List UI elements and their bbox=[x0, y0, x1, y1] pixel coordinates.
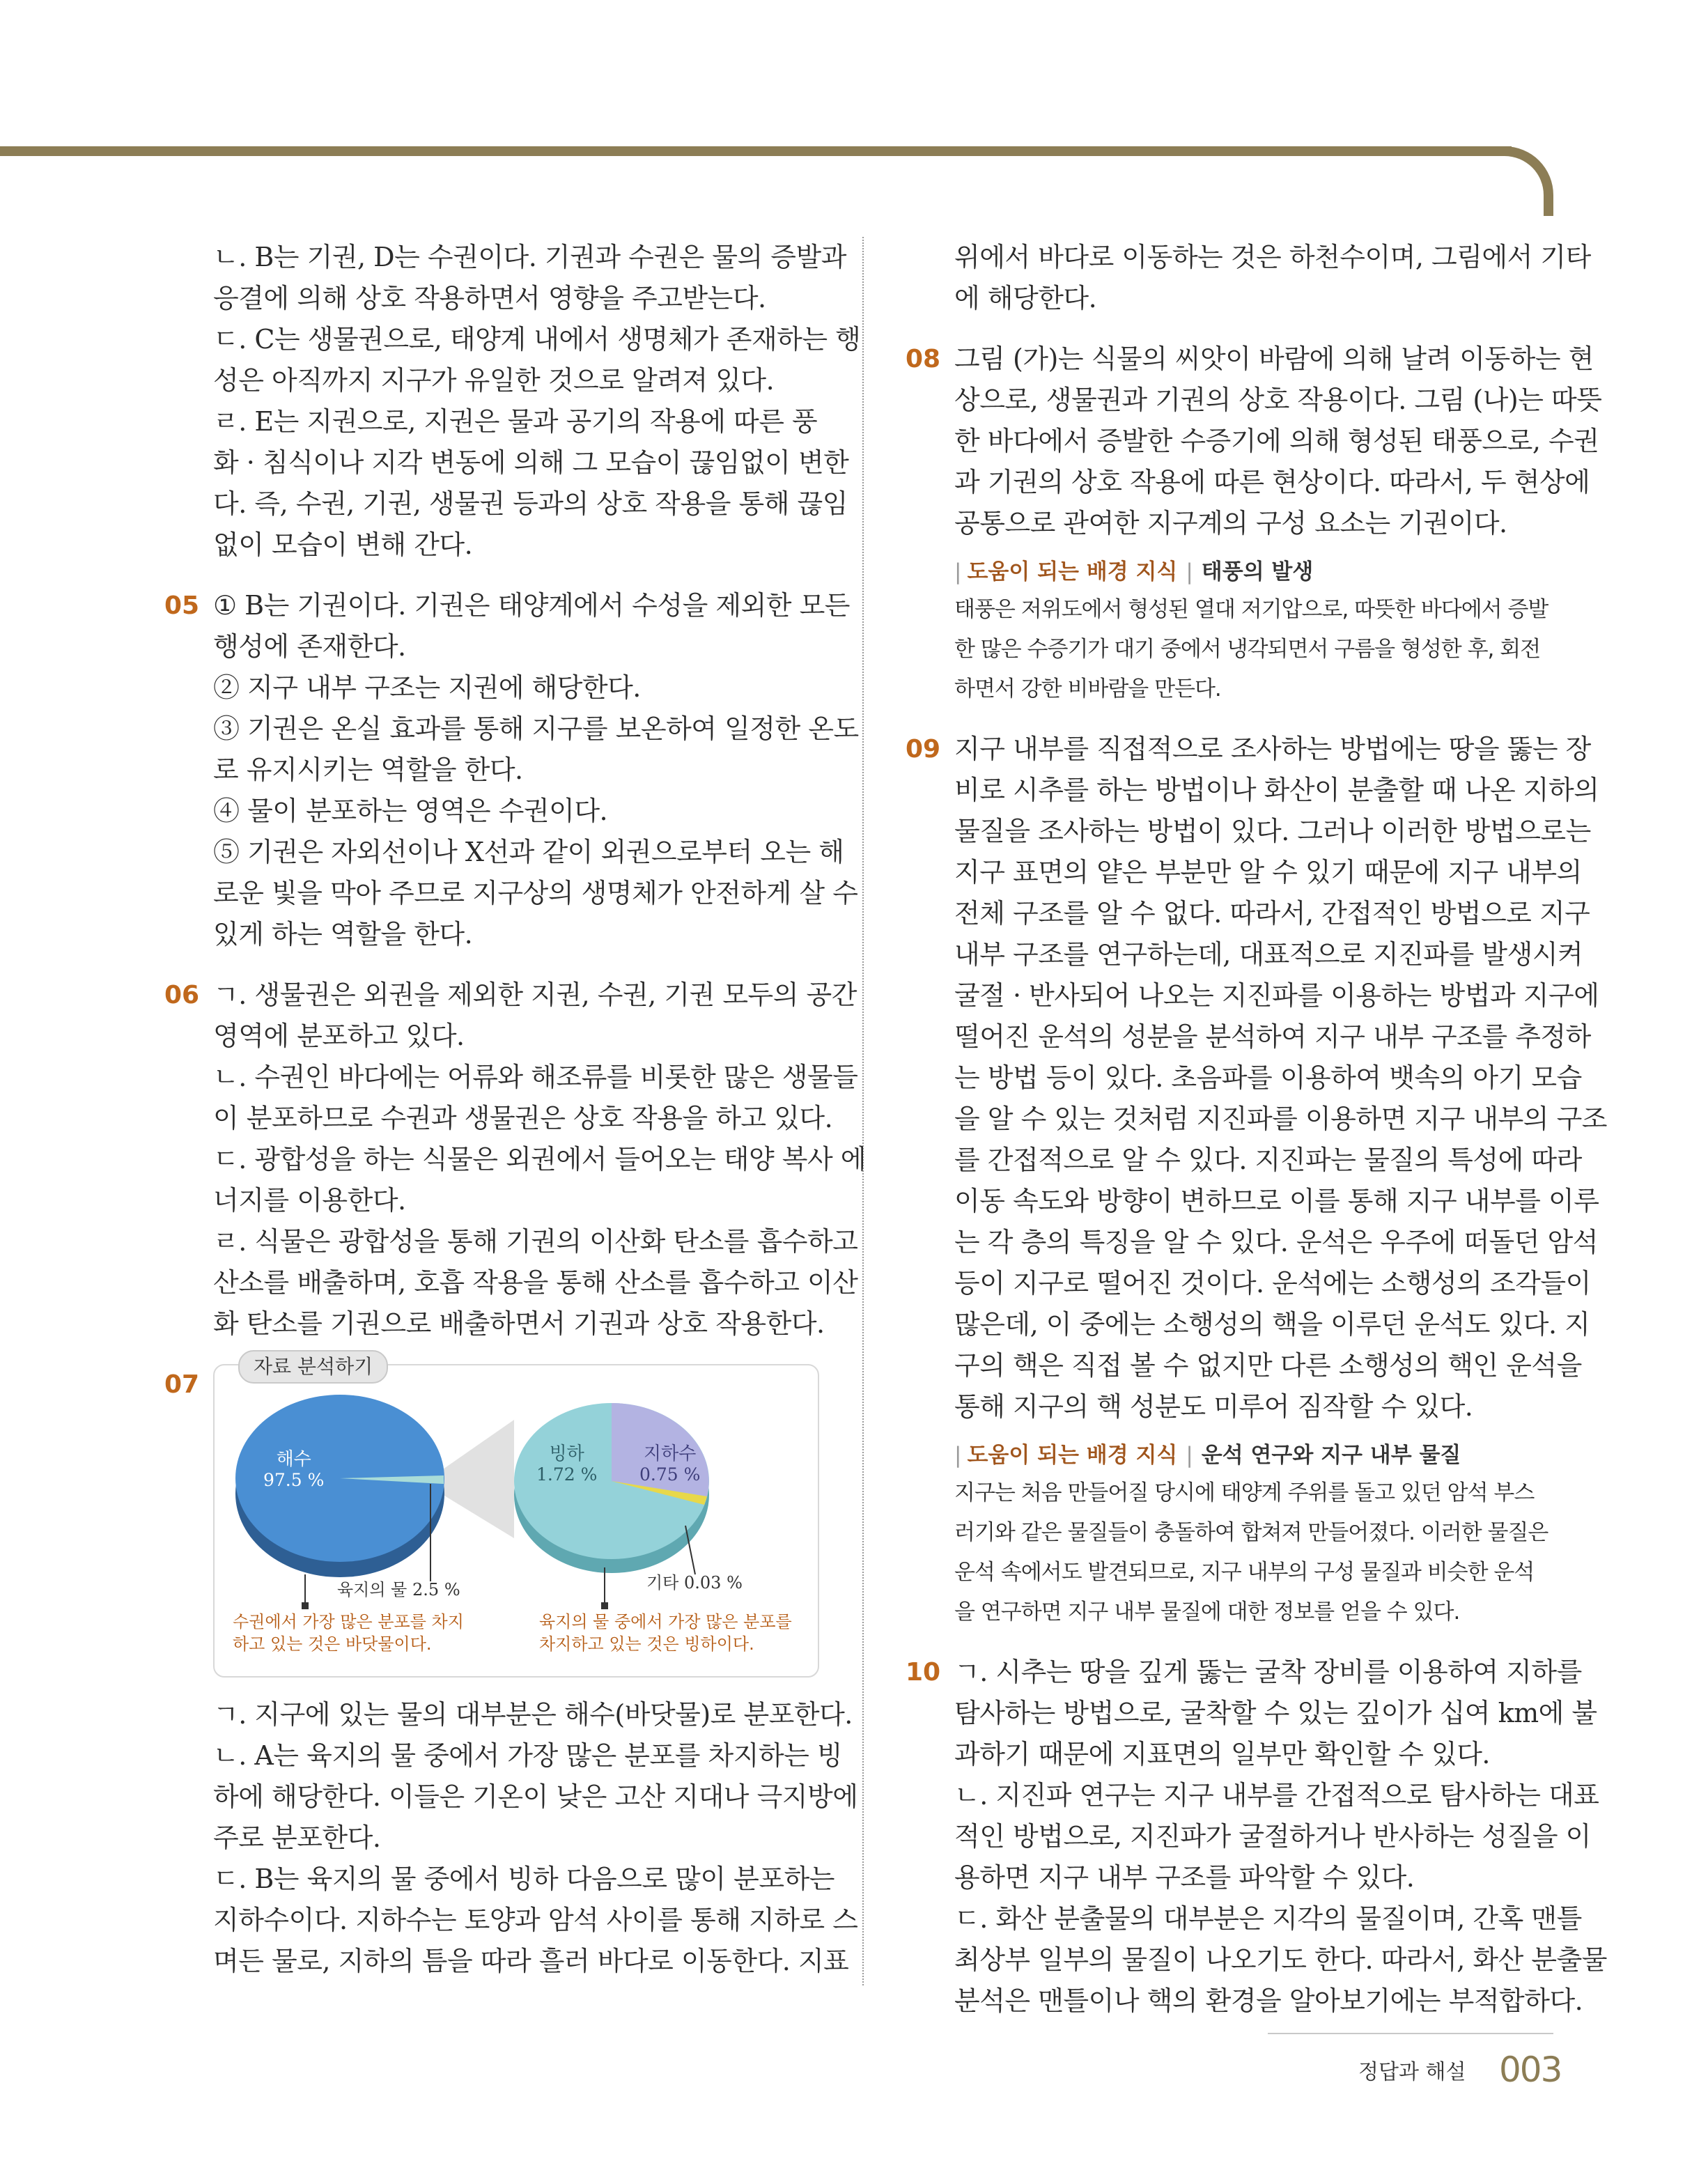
text-line: ㄷ. 광합성을 하는 식물은 외권에서 들어오는 태양 복사 에 bbox=[213, 1144, 866, 1175]
label-other-name: 기타 bbox=[646, 1573, 679, 1593]
text-line: 영역에 분포하고 있다. bbox=[213, 1021, 465, 1051]
text-line: ㄴ. 수권인 바다에는 어류와 해조류를 비롯한 많은 생물들 bbox=[213, 1062, 858, 1092]
text-line: 산소를 배출하며, 호흡 작용을 통해 산소를 흡수하고 이산 bbox=[213, 1267, 858, 1298]
text-line: 는 방법 등이 있다. 초음파를 이용하여 뱃속의 아기 모습 bbox=[954, 1062, 1582, 1093]
answer-09 bbox=[906, 729, 1607, 1632]
text-line: 탐사하는 방법으로, 굴착할 수 있는 깊이가 십여 km에 불 bbox=[954, 1698, 1597, 1728]
question-number: 10 bbox=[906, 1658, 941, 1687]
text-line: 을 알 수 있는 것처럼 지진파를 이용하면 지구 내부의 구조 bbox=[954, 1103, 1607, 1134]
background-knowledge-box bbox=[954, 1437, 1560, 1632]
text-line: 를 간접적으로 알 수 있다. 지진파는 물질의 특성에 따라 bbox=[954, 1145, 1582, 1175]
answer-10 bbox=[906, 1652, 1607, 2022]
box-label: 도움이 되는 배경 지식 bbox=[967, 559, 1178, 584]
box-topic: 운석 연구와 지구 내부 물질 bbox=[1201, 1443, 1461, 1468]
text-line: 공통으로 관여한 지구계의 구성 요소는 기권이다. bbox=[954, 508, 1507, 539]
question-number: 07 bbox=[164, 1370, 200, 1399]
text-line: ⑤ 기권은 자외선이나 X선과 같이 외권으로부터 오는 해 bbox=[213, 837, 844, 867]
text-line: 비로 시추를 하는 방법이나 화산이 분출할 때 나온 지하의 bbox=[954, 775, 1599, 805]
text-line: 로운 빛을 막아 주므로 지구상의 생명체가 안전하게 살 수 bbox=[213, 878, 858, 908]
answer-05 bbox=[164, 585, 859, 955]
question-number: 06 bbox=[164, 981, 200, 1009]
text-line: ③ 기권은 온실 효과를 통해 지구를 보온하여 일정한 온도 bbox=[213, 713, 859, 744]
question-number: 08 bbox=[906, 345, 941, 373]
text-line: ㄷ. B는 육지의 물 중에서 빙하 다음으로 많이 분포하는 bbox=[213, 1864, 835, 1894]
text-line: 다. 즉, 수권, 기권, 생물권 등과의 상호 작용을 통해 끊임 bbox=[213, 488, 848, 519]
text-line: 에 해당한다. bbox=[954, 283, 1097, 313]
text-line: 굴절 · 반사되어 나오는 지진파를 이용하는 방법과 지구에 bbox=[954, 980, 1599, 1011]
label-land-name: 육지의 물 bbox=[337, 1580, 407, 1600]
text-line: ㄴ. B는 기권, D는 수권이다. 기권과 수권은 물의 증발과 bbox=[213, 242, 846, 272]
label-glacier-name: 빙하 bbox=[549, 1443, 584, 1464]
text-line: ㄴ. A는 육지의 물 중에서 가장 많은 분포를 차지하는 빙 bbox=[213, 1740, 843, 1771]
label-groundwater bbox=[639, 1443, 700, 1485]
text-line: 태풍은 저위도에서 형성된 열대 저기압으로, 따뜻한 바다에서 증발 bbox=[954, 597, 1548, 622]
text-line: 화 · 침식이나 지각 변동에 의해 그 모습이 끊임없이 변한 bbox=[213, 447, 849, 478]
column-divider bbox=[862, 237, 864, 1985]
text-line: 화 탄소를 기권으로 배출하면서 기권과 상호 작용한다. bbox=[213, 1308, 825, 1339]
header-rule bbox=[0, 146, 1512, 156]
text-line: 한 바다에서 증발한 수증기에 의해 형성된 태풍으로, 수권 bbox=[954, 426, 1599, 456]
box-label: 도움이 되는 배경 지식 bbox=[967, 1443, 1178, 1468]
text-line: 과하기 때문에 지표면의 일부만 확인할 수 있다. bbox=[954, 1739, 1491, 1769]
text-line: 그림 (가)는 식물의 씨앗이 바람에 의해 날려 이동하는 현 bbox=[954, 343, 1594, 374]
label-glacier bbox=[536, 1443, 597, 1485]
text-line: 등이 지구로 떨어진 것이다. 운석에는 소행성의 조각들이 bbox=[954, 1268, 1591, 1299]
right-column bbox=[906, 237, 1607, 2022]
leader-cap1-dot bbox=[302, 1602, 309, 1609]
text-line: ㄷ. 화산 분출물의 대부분은 지각의 물질이며, 간혹 맨틀 bbox=[954, 1903, 1582, 1934]
background-knowledge-heading bbox=[954, 1437, 1560, 1473]
page-number: 003 bbox=[1499, 2050, 1562, 2090]
label-land bbox=[337, 1579, 460, 1601]
text-line: 지하수이다. 지하수는 토양과 암석 사이를 통해 지하로 스 bbox=[213, 1905, 858, 1935]
text-line: 위에서 바다로 이동하는 것은 하천수이며, 그림에서 기타 bbox=[954, 242, 1591, 272]
text-line: 떨어진 운석의 성분을 분석하여 지구 내부 구조를 추정하 bbox=[954, 1021, 1591, 1052]
text-line: 을 연구하면 지구 내부 물질에 대한 정보를 얻을 수 있다. bbox=[954, 1600, 1460, 1625]
answer-07 bbox=[164, 1355, 858, 1982]
background-knowledge-heading bbox=[954, 554, 1560, 590]
continued-answer-04 bbox=[213, 237, 861, 566]
label-ocean-value: 97.5 % bbox=[263, 1470, 325, 1490]
text-line: 하에 해당한다. 이들은 기온이 낮은 고산 지대나 극지방에 bbox=[213, 1781, 858, 1812]
text-line: 지구는 처음 만들어질 당시에 태양계 주위를 돌고 있던 암석 부스 bbox=[954, 1480, 1535, 1505]
text-line: 구의 핵은 직접 볼 수 없지만 다른 소행성의 핵인 운석을 bbox=[954, 1350, 1582, 1381]
text-line: 로 유지시키는 역할을 한다. bbox=[213, 754, 523, 785]
label-ocean bbox=[263, 1449, 324, 1491]
text-line: 지구 내부를 직접적으로 조사하는 방법에는 땅을 뚫는 장 bbox=[954, 734, 1591, 764]
text-line: 많은데, 이 중에는 소행성의 핵을 이루던 운석도 있다. 지 bbox=[954, 1309, 1590, 1340]
text-line: 주로 분포한다. bbox=[213, 1822, 381, 1853]
background-knowledge-box bbox=[954, 554, 1560, 709]
text-line: 전체 구조를 알 수 없다. 따라서, 간접적인 방법으로 지구 bbox=[954, 898, 1590, 929]
caption-line: 하고 있는 것은 바닷물이다. bbox=[233, 1634, 432, 1654]
text-line: 없이 모습이 변해 간다. bbox=[213, 529, 473, 560]
text-line: 운석 속에서도 발견되므로, 지구 내부의 구성 물질과 비슷한 운석 bbox=[954, 1560, 1535, 1585]
text-line: 는 각 층의 특징을 알 수 있다. 운석은 우주에 떠돌던 암석 bbox=[954, 1227, 1598, 1257]
text-line: 통해 지구의 핵 성분도 미루어 짐작할 수 있다. bbox=[954, 1391, 1473, 1422]
heading-bar: | bbox=[954, 559, 962, 584]
label-groundwater-value: 0.75 % bbox=[639, 1464, 701, 1485]
leader-cap2-dot bbox=[601, 1602, 608, 1609]
text-line: ㄱ. 지구에 있는 물의 대부분은 해수(바닷물)로 분포한다. bbox=[213, 1699, 853, 1730]
text-line: ④ 물이 분포하는 영역은 수권이다. bbox=[213, 796, 608, 826]
text-line: ㄱ. 생물권은 외권을 제외한 지권, 수권, 기권 모두의 공간 bbox=[213, 979, 857, 1010]
caption-line: 육지의 물 중에서 가장 많은 분포를 bbox=[539, 1612, 792, 1632]
text-line: 한 많은 수증기가 대기 중에서 냉각되면서 구름을 형성한 후, 회전 bbox=[954, 637, 1541, 662]
label-glacier-value: 1.72 % bbox=[536, 1464, 598, 1485]
question-number: 09 bbox=[906, 735, 941, 764]
text-line: 있게 하는 역할을 한다. bbox=[213, 919, 473, 950]
text-line: 과 기권의 상호 작용에 따른 현상이다. 따라서, 두 현상에 bbox=[954, 467, 1590, 497]
heading-separator: | bbox=[1186, 559, 1193, 584]
label-other bbox=[646, 1572, 743, 1594]
label-land-value: 2.5 % bbox=[412, 1580, 460, 1600]
heading-separator: | bbox=[1186, 1443, 1193, 1468]
caption-line: 차지하고 있는 것은 빙하이다. bbox=[539, 1634, 754, 1654]
caption-ocean bbox=[233, 1611, 464, 1655]
footer-rule bbox=[1268, 2033, 1553, 2034]
footer-section-label: 정답과 해설 bbox=[1358, 2060, 1466, 2084]
text-line: ㄹ. E는 지권으로, 지권은 물과 공기의 작용에 따른 풍 bbox=[213, 406, 818, 437]
question-number: 05 bbox=[164, 591, 200, 620]
left-column bbox=[164, 237, 866, 1982]
header-rule-corner bbox=[1449, 146, 1553, 216]
text-line: ㄷ. C는 생물권으로, 태양계 내에서 생명체가 존재하는 행 bbox=[213, 324, 861, 355]
figure-tab: 자료 분석하기 bbox=[238, 1350, 388, 1384]
text-line: 며든 물로, 지하의 틈을 따라 흘러 바다로 이동한다. 지표 bbox=[213, 1946, 849, 1976]
text-line: 너지를 이용한다. bbox=[213, 1185, 406, 1216]
label-other-value: 0.03 % bbox=[684, 1573, 743, 1593]
text-line: 내부 구조를 연구하는데, 대표적으로 지진파를 발생시켜 bbox=[954, 939, 1583, 970]
label-ocean-name: 해수 bbox=[276, 1449, 311, 1470]
text-line: 물질을 조사하는 방법이 있다. 그러나 이러한 방법으로는 bbox=[954, 816, 1591, 846]
text-line: 적인 방법으로, 지진파가 굴절하거나 반사하는 성질을 이 bbox=[954, 1821, 1591, 1852]
text-line: ㄹ. 식물은 광합성을 통해 기권의 이산화 탄소를 흡수하고 bbox=[213, 1226, 858, 1257]
text-line: ㄱ. 시추는 땅을 깊게 뚫는 굴착 장비를 이용하여 지하를 bbox=[954, 1657, 1582, 1687]
answer-08 bbox=[906, 339, 1602, 709]
text-line: 지구 표면의 얕은 부분만 알 수 있기 때문에 지구 내부의 bbox=[954, 857, 1582, 888]
caption-line: 수권에서 가장 많은 분포를 차지 bbox=[233, 1612, 464, 1632]
text-line: 이동 속도와 방향이 변하므로 이를 통해 지구 내부를 이루 bbox=[954, 1186, 1599, 1216]
text-line: 용하면 지구 내부 구조를 파악할 수 있다. bbox=[954, 1862, 1415, 1893]
text-line: ㄴ. 지진파 연구는 지구 내부를 간접적으로 탐사하는 대표 bbox=[954, 1780, 1599, 1811]
label-groundwater-name: 지하수 bbox=[644, 1443, 697, 1464]
answer-07-text bbox=[213, 1694, 858, 1982]
heading-bar: | bbox=[954, 1443, 962, 1468]
text-line: 상으로, 생물권과 기권의 상호 작용이다. 그림 (나)는 따뜻 bbox=[954, 385, 1602, 415]
text-line: 하면서 강한 비바람을 만든다. bbox=[954, 676, 1221, 702]
text-line: 이 분포하므로 수권과 생물권은 상호 작용을 하고 있다. bbox=[213, 1103, 833, 1133]
water-distribution-figure bbox=[213, 1355, 819, 1678]
text-line: 러기와 같은 물질들이 충돌하여 합쳐져 만들어졌다. 이러한 물질은 bbox=[954, 1520, 1548, 1545]
text-line: 분석은 맨틀이나 핵의 환경을 알아보기에는 부적합하다. bbox=[954, 1985, 1583, 2016]
text-line: ① B는 기권이다. 기권은 태양계에서 수성을 제외한 모든 bbox=[213, 590, 850, 621]
caption-glacier bbox=[539, 1611, 792, 1655]
text-line: ② 지구 내부 구조는 지권에 해당한다. bbox=[213, 672, 641, 703]
text-line: 최상부 일부의 물질이 나오기도 한다. 따라서, 화산 분출물 bbox=[954, 1944, 1607, 1975]
box-topic: 태풍의 발생 bbox=[1201, 559, 1314, 584]
answer-06 bbox=[164, 975, 866, 1345]
text-line: 응결에 의해 상호 작용하면서 영향을 주고받는다. bbox=[213, 283, 766, 313]
text-line: 행성에 존재한다. bbox=[213, 631, 406, 662]
continued-answer-07 bbox=[954, 237, 1591, 319]
text-line: 성은 아직까지 지구가 유일한 것으로 알려져 있다. bbox=[213, 365, 775, 396]
